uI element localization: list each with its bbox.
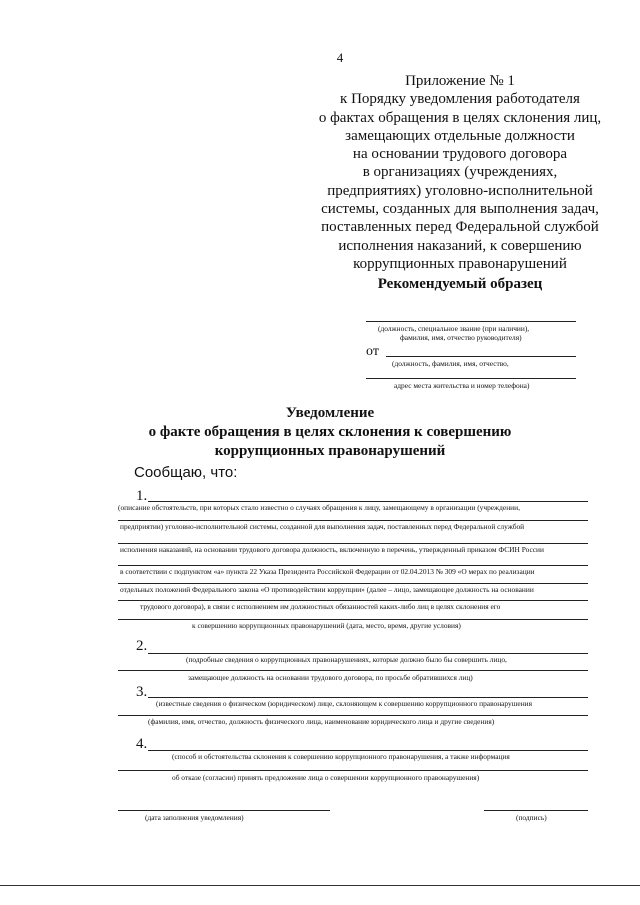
item-3-fill-line [118, 715, 588, 716]
appendix-line: Приложение № 1 [405, 73, 515, 89]
item-1-hint: (описание обстоятельств, при которых стало известно о случаях обращения к лицу, замещающему в организации (учреждении, [118, 503, 520, 512]
notice-title-line: Уведомление [285, 405, 375, 421]
item-1-hint: отдельных положений Федерального закона «О противодействии коррупции» (далее – лицо, замещающее должность на основании [120, 585, 534, 594]
item-1-fill-line [118, 600, 588, 601]
item-1-fill-line [118, 565, 588, 566]
sender-hint: (должность, фамилия, имя, отчество, [392, 359, 509, 368]
item-number: 2. [136, 638, 148, 654]
item-4-hint: об отказе (согласии) принять предложение лица о совершении коррупционного правонарушения) [172, 773, 480, 782]
notice-title-line: коррупционных правонарушений [214, 443, 446, 459]
item-number: 4. [136, 736, 148, 752]
item-number: 1. [136, 488, 148, 504]
item-2-fill-line [118, 670, 588, 671]
item-1-hint: трудового договора), в связи с исполнением им должностных обязанностей каких-либо лиц в целях склонения его [140, 602, 501, 611]
item-1-hint: к совершению коррупционных правонарушений (дата, место, время, другие условия) [192, 621, 461, 630]
item-3-hint: (фамилия, имя, отчество, должность физического лица, наименование юридического лица и другие сведения) [148, 717, 495, 726]
sender-fill-line [386, 356, 576, 357]
item-1-hint: предприятии) уголовно-исполнительной системы, созданной для выполнения задач, поставленных перед Федеральной службой [120, 522, 525, 531]
appendix-line: исполнения наказаний, к совершению [338, 237, 582, 254]
page-bottom-rule [0, 885, 640, 886]
page-number: 4 [336, 50, 344, 65]
item-1-hint: исполнения наказаний, на основании трудового договора должность, включенную в перечень, утвержденный приказом ФСИН России [120, 545, 544, 554]
appendix-line: поставленных перед Федеральной службой [321, 219, 599, 236]
intro-text: Сообщаю, что: [134, 464, 238, 481]
item-1-fill-line [118, 520, 588, 521]
item-1-fill-line [118, 619, 588, 620]
item-4-fill-line [118, 770, 588, 771]
appendix-line: в организациях (учреждениях, [362, 164, 558, 181]
item-4-hint: (способ и обстоятельства склонения к совершению коррупционного правонарушения, а также информация [172, 752, 510, 761]
appendix-line: о фактах обращения в целях склонения лиц, [318, 109, 602, 126]
recommended-sample-label: Рекомендуемый образец [377, 276, 543, 292]
item-2-fill-line [148, 653, 588, 654]
from-label: от [366, 344, 379, 359]
signature-fill-line [484, 810, 588, 811]
item-2-hint: замещающее должность на основании трудового договора, по просьбе обратившихся лиц) [188, 673, 473, 682]
signature-hint: (подпись) [516, 813, 547, 822]
item-3-fill-line [148, 697, 588, 698]
notice-title-line: о факте обращения в целях склонения к совершению [148, 424, 512, 440]
item-1-fill-line [118, 543, 588, 544]
appendix-line: системы, созданных для выполнения задач, [321, 201, 599, 218]
date-fill-line [118, 810, 330, 811]
sender-hint: адрес места жительства и номер телефона) [394, 381, 530, 390]
appendix-line: предприятиях) уголовно-исполнительной [327, 182, 593, 199]
addressee-hint: (должность, специальное звание (при наличии), [378, 324, 530, 333]
item-1-fill-line [148, 501, 588, 502]
notice-title [120, 404, 540, 461]
item-1-fill-line [118, 583, 588, 584]
item-number: 3. [136, 684, 148, 700]
appendix-line: на основании трудового договора [352, 146, 568, 163]
appendix-line: коррупционных правонарушений [353, 255, 567, 272]
addressee-fill-line [366, 321, 576, 322]
appendix-line: к Порядку уведомления работодателя [340, 91, 580, 108]
sender-address-fill-line [366, 378, 576, 379]
item-1-hint: в соответствии с подпунктом «а» пункта 22 Указа Президента Российской Федерации от 02.04.2013 № 309 «О мерах по реализации [120, 567, 535, 576]
item-2-hint: (подробные сведения о коррупционных правонарушениях, которые должно было бы совершить лицо, [186, 655, 507, 664]
item-3-hint: (известные сведения о физическом (юридическом) лице, склоняющем к совершению коррупционного правонарушения [156, 699, 533, 708]
item-4-fill-line [148, 750, 588, 751]
appendix-header [300, 72, 620, 273]
addressee-hint: фамилия, имя, отчество руководителя) [400, 333, 522, 342]
appendix-line: замещающих отдельные должности [345, 127, 575, 144]
date-hint: (дата заполнения уведомления) [145, 813, 244, 822]
